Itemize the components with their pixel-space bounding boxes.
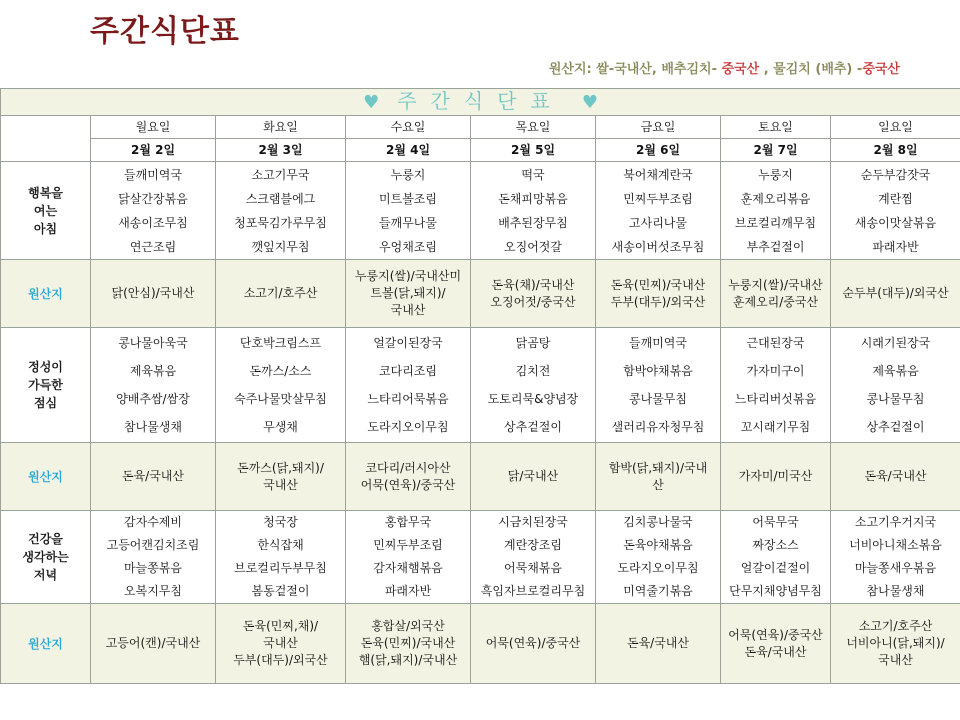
menu-item: 함박야채볶음 — [623, 364, 693, 378]
origin-line: 순두부(대두)/외국산 — [842, 286, 949, 300]
date-header: 2월 2일 — [91, 139, 216, 162]
origin-line: 누룽지(쌀)/국내산 — [728, 277, 823, 292]
menu-item: 파래자반 — [384, 584, 432, 598]
lunch-menu-cell — [721, 328, 831, 443]
origin-line: 어묵(연육)/중국산 — [485, 636, 581, 650]
meal-label-line: 저녁 — [33, 568, 58, 582]
lunch-menu-cell — [91, 328, 216, 443]
menu-item: 홍합무국 — [384, 515, 432, 529]
menu-item: 스크램블에그 — [245, 191, 316, 206]
menu-item: 고등어캔김치조림 — [106, 538, 200, 552]
origin-cell — [91, 260, 216, 328]
menu-item: 깻잎지무침 — [251, 239, 310, 254]
origin-cell — [91, 604, 216, 684]
date-header: 2월 8일 — [831, 139, 960, 162]
origin-cell — [831, 443, 960, 511]
menu-item: 느타리어묵볶음 — [367, 392, 449, 406]
menu-item: 시래기된장국 — [860, 336, 931, 350]
menu-item: 누룽지 — [390, 167, 426, 182]
menu-item: 브로컬리깨무침 — [734, 215, 817, 230]
breakfast-menu-cell — [596, 162, 721, 260]
origin-line: 훈제오리/중국산 — [732, 294, 819, 309]
origin-cell — [216, 260, 346, 328]
date-header: 2월 5일 — [471, 139, 596, 162]
origin-line: 가자미/미국산 — [738, 469, 813, 483]
origin-note-water-kimchi: 중국산 — [862, 62, 900, 77]
origin-label: 원산지 — [1, 604, 91, 684]
origin-line: 국내산 — [263, 477, 298, 492]
dinner-menu-cell — [346, 511, 471, 604]
origin-line: 홍합살/외국산 — [371, 619, 445, 633]
menu-item: 미트볼조림 — [379, 191, 437, 206]
meal-label-line: 건강을 — [28, 532, 63, 546]
heart-icon: ♥ — [363, 91, 380, 113]
lunch-menu-cell — [831, 328, 960, 443]
dinner-menu-cell — [91, 511, 216, 604]
origin-cell — [831, 604, 960, 684]
origin-line: 돈육(민찌,채)/ — [242, 619, 319, 633]
origin-line: 돈육(채)/국내산 — [491, 277, 575, 292]
menu-item: 연근조림 — [129, 239, 177, 254]
menu-item: 김치전 — [515, 364, 551, 378]
menu-item: 도라지오이무침 — [367, 420, 449, 434]
menu-item: 새송이조무침 — [118, 215, 188, 230]
meal-label-line: 여는 — [33, 203, 58, 218]
origin-line: 돈육/국내산 — [744, 644, 807, 659]
menu-item: 들깨미역국 — [124, 167, 182, 182]
menu-item: 돈육야채볶음 — [623, 538, 693, 552]
menu-item: 코다리조림 — [379, 364, 437, 378]
menu-item: 어묵채볶음 — [504, 561, 562, 575]
menu-item: 단무지채양념무침 — [729, 584, 822, 598]
origin-cell — [91, 443, 216, 511]
date-header: 2월 3일 — [216, 139, 346, 162]
menu-item: 파래자반 — [872, 239, 919, 254]
origin-line: 닭(안심)/국내산 — [111, 286, 195, 300]
menu-item: 얼갈이된장국 — [373, 336, 443, 350]
dinner-menu-cell — [216, 511, 346, 604]
menu-item: 민찌두부조림 — [373, 538, 443, 552]
menu-item: 마늘쫑볶음 — [124, 561, 182, 575]
menu-item: 김치콩나물국 — [623, 515, 693, 529]
breakfast-menu-cell — [216, 162, 346, 260]
origin-cell — [831, 260, 960, 328]
day-header: 월요일 — [91, 116, 216, 139]
origin-line: 국내산 — [263, 636, 298, 650]
menu-item: 숙주나물맛살무침 — [234, 392, 327, 406]
meal-label-line: 점심 — [33, 396, 58, 410]
origin-line: 오징어젓/중국산 — [490, 294, 576, 309]
menu-item: 얼갈이겉절이 — [740, 561, 811, 575]
origin-label: 원산지 — [1, 443, 91, 511]
menu-item: 브로컬리두부무침 — [234, 561, 327, 575]
menu-item: 훈제오리볶음 — [740, 191, 811, 206]
lunch-menu-cell — [216, 328, 346, 443]
menu-item: 너비아니채소볶음 — [849, 538, 942, 552]
menu-item: 소고기무국 — [251, 167, 310, 182]
origin-cell — [216, 443, 346, 511]
breakfast-label — [1, 162, 91, 260]
menu-item: 짜장소스 — [752, 538, 799, 552]
heart-icon: ♥ — [581, 91, 598, 113]
origin-cell — [721, 443, 831, 511]
menu-item: 상추겉절이 — [866, 420, 925, 434]
menu-item: 근대된장국 — [746, 336, 805, 350]
menu-item: 무생채 — [263, 420, 298, 434]
origin-note-mid2: , 물김치 (배추) - — [759, 62, 863, 77]
origin-line: 함박(닭,돼지)/국내 — [608, 460, 708, 475]
menu-item: 새송이버섯조무침 — [611, 239, 705, 254]
menu-item: 샐러리유자청무침 — [611, 420, 705, 434]
origin-cell — [471, 260, 596, 328]
meal-label-line: 생각하는 — [22, 550, 69, 564]
origin-note-prefix: 원산지: 쌀- — [548, 62, 615, 77]
menu-item: 도라지오이무침 — [617, 561, 699, 575]
origin-line: 트볼(닭,돼지)/ — [370, 286, 446, 300]
origin-line: 어묵(연육)/중국산 — [728, 627, 823, 642]
lunch-menu-cell — [471, 328, 596, 443]
menu-item: 소고기우거지국 — [854, 515, 937, 529]
origin-line: 돈육(민찌)/국내산 — [360, 636, 456, 650]
menu-item: 시금치된장국 — [498, 515, 568, 529]
date-header: 2월 4일 — [346, 139, 471, 162]
origin-line: 돈육/국내산 — [626, 636, 689, 650]
dinner-menu-cell — [721, 511, 831, 604]
weekly-menu-table — [0, 88, 960, 684]
menu-item: 봄동겉절이 — [251, 584, 310, 598]
lunch-menu-cell — [596, 328, 721, 443]
menu-item: 가자미구이 — [746, 364, 805, 378]
day-header: 금요일 — [596, 116, 721, 139]
origin-line: 코다리/러시아산 — [365, 460, 451, 475]
origin-cell — [346, 260, 471, 328]
origin-note-mid1: , 배추김치- — [651, 62, 722, 77]
meal-label-line: 행복을 — [28, 185, 63, 200]
menu-item: 꼬시래기무침 — [740, 420, 811, 434]
banner-cell — [1, 89, 960, 116]
day-header: 토요일 — [721, 116, 831, 139]
menu-item: 콩나물아욱국 — [118, 336, 188, 350]
origin-line: 돈육/국내산 — [121, 469, 184, 483]
origin-cell — [216, 604, 346, 684]
origin-line: 소고기/호주산 — [858, 619, 933, 633]
menu-item: 감자채햄볶음 — [373, 561, 443, 575]
dinner-label — [1, 511, 91, 604]
menu-item: 닭살간장볶음 — [118, 191, 188, 206]
menu-item: 닭곰탕 — [515, 336, 551, 350]
menu-item: 도토리묵&양념장 — [487, 392, 579, 406]
menu-item: 참나물생채 — [866, 584, 925, 598]
menu-item: 들깨무나물 — [379, 215, 437, 230]
menu-item: 돈까스/소스 — [249, 364, 312, 378]
breakfast-menu-cell — [346, 162, 471, 260]
corner-cell — [1, 116, 91, 162]
menu-item: 어묵무국 — [752, 515, 799, 529]
banner-title: 주간식단표 — [397, 88, 564, 113]
lunch-menu-cell — [346, 328, 471, 443]
origin-cell — [721, 260, 831, 328]
menu-item: 새송이맛살볶음 — [854, 215, 937, 230]
menu-item: 순두부감잣국 — [860, 167, 931, 182]
origin-note-rice: 국내산 — [614, 62, 652, 77]
breakfast-menu-cell — [721, 162, 831, 260]
menu-item: 오징어젓갈 — [504, 239, 562, 254]
menu-item: 상추겉절이 — [504, 420, 562, 434]
day-header: 일요일 — [831, 116, 960, 139]
origin-line: 너비아니(닭,돼지)/ — [846, 636, 945, 650]
origin-cell — [596, 260, 721, 328]
origin-line: 산 — [652, 477, 664, 492]
origin-line: 고등어(캔)/국내산 — [105, 636, 201, 650]
origin-label: 원산지 — [1, 260, 91, 328]
origin-line: 돈육/국내산 — [864, 469, 927, 483]
menu-item: 계란찜 — [878, 191, 913, 206]
origin-cell — [471, 443, 596, 511]
origin-cell — [596, 443, 721, 511]
origin-line: 누룽지(쌀)/국내산미 — [354, 269, 462, 283]
menu-item: 북어채계란국 — [623, 167, 693, 182]
menu-item: 청국장 — [263, 515, 298, 529]
day-header: 수요일 — [346, 116, 471, 139]
meal-label-line: 가득한 — [28, 378, 63, 392]
origin-cell — [721, 604, 831, 684]
menu-item: 제육볶음 — [129, 364, 177, 378]
menu-item: 우엉채조림 — [379, 239, 437, 254]
menu-item: 떡국 — [521, 167, 545, 182]
menu-item: 단호박크림스프 — [239, 336, 322, 350]
day-header: 화요일 — [216, 116, 346, 139]
dinner-menu-cell — [831, 511, 960, 604]
menu-item: 한식잡채 — [257, 538, 304, 552]
origin-line: 국내산 — [390, 303, 426, 317]
menu-item: 들깨미역국 — [629, 336, 687, 350]
origin-line: 두부(대두)/외국산 — [610, 294, 706, 309]
menu-item: 참나물생채 — [124, 420, 182, 434]
origin-cell — [596, 604, 721, 684]
menu-item: 민찌두부조림 — [623, 191, 693, 206]
menu-item: 마늘쫑새우볶음 — [854, 561, 937, 575]
menu-item: 부추겉절이 — [746, 239, 805, 254]
origin-note-kimchi: 중국산 — [721, 62, 760, 77]
origin-cell — [471, 604, 596, 684]
origin-line: 어묵(연육)/중국산 — [360, 477, 456, 492]
origin-line: 국내산 — [878, 653, 913, 667]
origin-cell — [346, 604, 471, 684]
day-header: 목요일 — [471, 116, 596, 139]
page-title: 주간식단표 — [90, 14, 240, 49]
origin-line: 돈까스(닭,돼지)/ — [237, 460, 324, 475]
menu-item: 느타리버섯볶음 — [734, 392, 817, 406]
origin-line: 닭/국내산 — [507, 469, 559, 483]
menu-item: 콩나물무침 — [866, 392, 925, 406]
origin-cell — [346, 443, 471, 511]
origin-line: 소고기/호주산 — [243, 286, 318, 300]
menu-item: 양배추쌈/쌈장 — [116, 392, 190, 406]
menu-item: 오복지무침 — [124, 584, 182, 598]
date-header: 2월 7일 — [721, 139, 831, 162]
menu-item: 돈채피망볶음 — [498, 191, 568, 206]
menu-item: 감자수제비 — [124, 515, 182, 529]
menu-item: 청포묵김가루무침 — [234, 215, 327, 230]
dinner-menu-cell — [596, 511, 721, 604]
menu-item: 계란장조림 — [504, 538, 562, 552]
menu-item: 흑임자브로컬리무침 — [480, 584, 586, 598]
dinner-menu-cell — [471, 511, 596, 604]
menu-item: 제육볶음 — [872, 364, 919, 378]
meal-label-line: 아침 — [33, 221, 58, 236]
breakfast-menu-cell — [471, 162, 596, 260]
menu-item: 배추된장무침 — [498, 215, 568, 230]
origin-line: 두부(대두)/외국산 — [233, 653, 328, 667]
meal-label-line: 정성이 — [28, 360, 63, 374]
date-header: 2월 6일 — [596, 139, 721, 162]
menu-item: 고사리나물 — [629, 215, 687, 230]
breakfast-menu-cell — [831, 162, 960, 260]
origin-note — [549, 58, 900, 77]
menu-item: 콩나물무침 — [629, 392, 687, 406]
origin-line: 돈육(민찌)/국내산 — [610, 277, 706, 292]
breakfast-menu-cell — [91, 162, 216, 260]
menu-item: 미역줄기볶음 — [623, 584, 693, 598]
origin-line: 햄(닭,돼지)/국내산 — [358, 653, 458, 667]
menu-item: 누룽지 — [758, 167, 793, 182]
lunch-label — [1, 328, 91, 443]
